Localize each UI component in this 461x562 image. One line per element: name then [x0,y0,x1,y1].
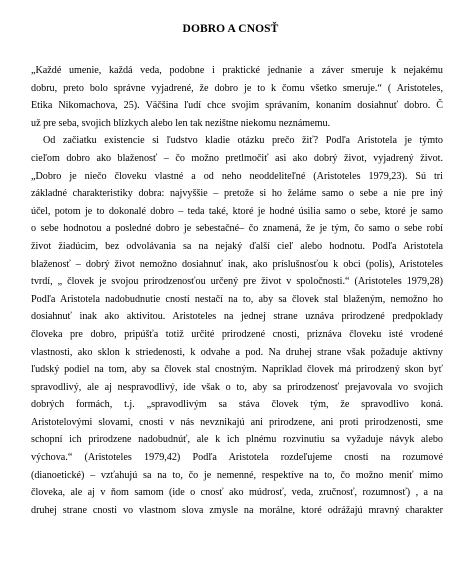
text-line-24: (dianoetické) – vzťahujú sa na to, čo je nemenné, respektíve na to, čo možno meniť mimo [31,469,443,481]
text-line-3: Etika Nikomachova, 25). Väčšina ľudí chce svojim správaním, konaním dosiahnuť dobro. Č [31,100,443,112]
text-line-7: „Dobro je niečo človeku vlastné a od neho neoddeliteľné (Aristoteles 1979,23). Sú tri [31,170,443,182]
text-line-26: druhej strane cnosti vo vlastnom slova zmysle na morálne, ktoré odrážajú mravný charakter [31,504,443,516]
document-body [31,62,443,519]
text-line-22: schopní ich prirodzene nadobudnúť, ale k ich plnému rozvinutiu sa vyžaduje návyk alebo [31,434,443,446]
text-line-14: Podľa Aristotela nadobudnutie cností nestačí na to, aby sa človek stal blaženým, nemožno ho [31,293,443,305]
text-line-19: spravodlivý, ale aj nespravodlivý, ide však o to, aby sa prirodzenosť prejavovala vo svojich [31,381,443,393]
text-line-5: Od začiatku existencie si ľudstvo kladie otázku prečo žiť? Podľa Aristotela je týmto [43,135,443,147]
page-title: DOBRO A CNOSŤ [182,23,279,35]
text-line-10: o sebe hodnotou a posledné dobro je sebestačné– čo znamená, že je tým, čo samo o sebe robí [31,223,443,235]
text-line-11: život žiadúcim, bez odvolávania sa na nejaký ďalší cieľ alebo hodnotu. Podľa Aristotela [31,240,443,252]
text-line-15: dosiahnuť inak ako aktivitou. Aristoteles na jednej strane uznáva prirodzené predpoklady [31,311,443,323]
text-line-6: cieľom dobro ako blaženosť – čo možno pretlmočiť asi ako dobrý život, vyjadrený život. [31,152,443,164]
text-line-18: ľudský podiel na tom, aby sa človek stal cnostným. Napríklad človek má prirodzený skon byť [31,364,443,376]
text-line-16: človeka pre dobro, pripúšťa totiž určité prirodzené cnosti, priznáva človeku isté vrodené [31,328,443,340]
text-line-12: blaženosť – dobrý život nemožno dosiahnuť inak, ako príslušnosťou k obci (polis), Aristoteles [31,258,443,270]
text-line-23: výchova.“ (Aristoteles 1979,42) Podľa Aristotela rozdeľujeme cnosti na rozumové [31,452,443,464]
text-line-17: vlastnosti, ako sklon k striedenosti, k odvahe a pod. Na druhej strane však požaduje aktívny [31,346,443,358]
text-line-25: človeka, ale aj v ňom samom (ide o cnosť ako múdrosť, veda, zručnosť, rozumnosť) , a na [31,487,443,499]
text-line-1: „Každé umenie, každá veda, podobne i praktické jednanie a záver smeruje k nejakému [31,65,443,76]
text-line-9: účel, potom je to dokonalé dobro – teda také, ktoré je hodné úsilia samo o sebe, ktoré je samo [31,205,443,217]
text-line-21: Aristotelovými slovami, cnosti v nás nevznikajú ani prirodzene, ani proti prirodzenosti, sme [31,416,443,428]
text-line-8: základné charakteristiky dobra: najvyššie – pretože si ho želáme samo o sebe a nie pre iný [31,188,443,200]
text-line-20: dobrých formách, t.j. „spravodlivým sa stáva človek tým, že spravodlivo koná. [31,399,443,411]
text-line-13: tvrdí, „ človek je svojou prirodzenosťou určený pre život v spoločnosti.“ (Aristoteles 1979,28) [31,276,443,288]
text-line-4: už pre seba, svojich blízkych alebo len tak nezištne niekomu neznámemu. [31,117,331,129]
text-line-2: dobru, preto bolo správne vyjadrené, že dobro je to k čomu všetko smeruje.“ ( Aristoteles, [31,82,443,94]
